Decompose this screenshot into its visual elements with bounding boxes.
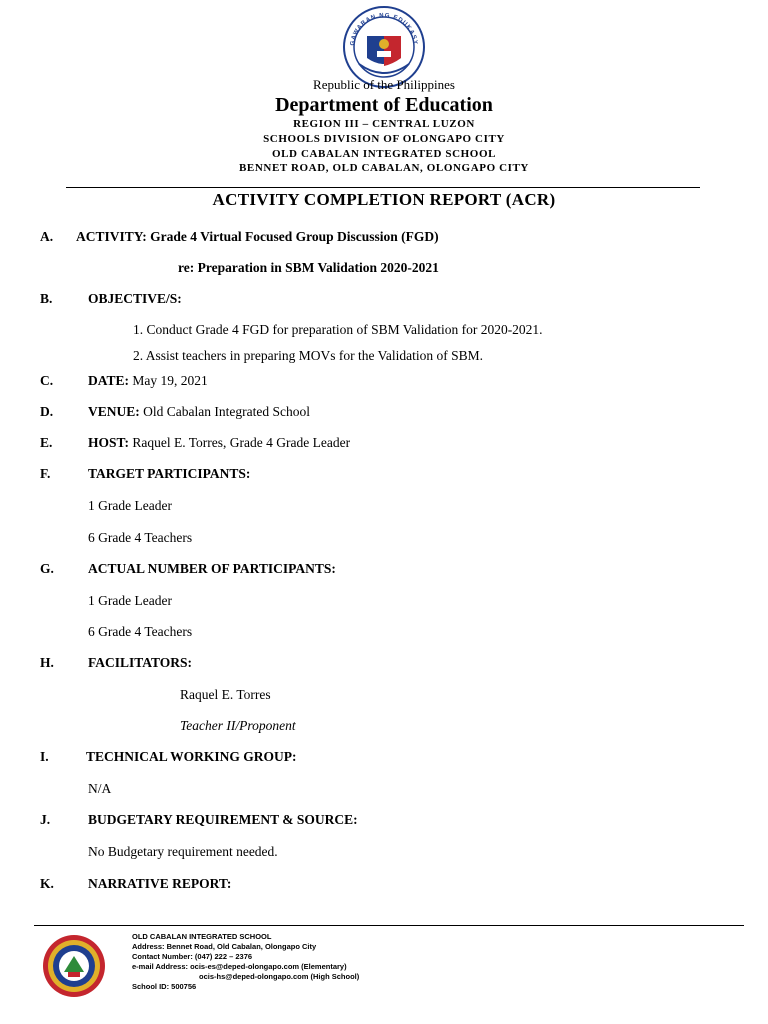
date-label: DATE:	[88, 373, 130, 388]
section-a-letter: A.	[40, 229, 54, 244]
republic-line: Republic of the Philippines	[313, 77, 455, 92]
target-participants-label: TARGET PARTICIPANTS:	[88, 466, 251, 481]
deped-seal-logo	[343, 6, 425, 88]
footer-school-id: School ID: 500756	[132, 982, 197, 991]
footer-info	[132, 932, 359, 992]
section-g-letter: G.	[40, 561, 54, 576]
school-logo	[42, 934, 106, 998]
budget-value: No Budgetary requirement needed.	[88, 844, 278, 859]
facilitators-label: FACILITATORS:	[88, 655, 193, 670]
school-line: OLD CABALAN INTEGRATED SCHOOL	[271, 148, 497, 160]
twg-label: TECHNICAL WORKING GROUP:	[86, 749, 297, 764]
target-participant-item: 6 Grade 4 Teachers	[88, 530, 193, 545]
actual-participants-label: ACTUAL NUMBER OF PARTICIPANTS:	[88, 561, 336, 576]
footer-divider	[34, 925, 744, 926]
actual-participant-item: 6 Grade 4 Teachers	[88, 624, 193, 639]
activity-subtitle: re: Preparation in SBM Validation 2020-2021	[178, 260, 439, 275]
section-h-letter: H.	[40, 655, 54, 670]
footer-school: OLD CABALAN INTEGRATED SCHOOL	[132, 932, 272, 941]
section-d-letter: D.	[40, 404, 54, 419]
footer-address: Address: Bennet Road, Old Cabalan, Olongapo City	[132, 942, 317, 951]
twg-value: N/A	[88, 781, 112, 796]
section-i-letter: I.	[40, 749, 49, 764]
venue-value: Old Cabalan Integrated School	[143, 404, 310, 419]
objective-item: 2. Assist teachers in preparing MOVs for the Validation of SBM.	[133, 348, 483, 363]
footer-contact: Contact Number: (047) 222 – 2376	[132, 952, 253, 961]
address-line: BENNET ROAD, OLD CABALAN, OLONGAPO CITY	[239, 162, 529, 174]
svg-text:KAGAWARAN NG EDUKASYON: GAWARAN NG EDUKASY	[349, 12, 419, 46]
target-participant-item: 1 Grade Leader	[88, 498, 172, 513]
section-j-letter: J.	[40, 812, 51, 827]
narrative-label: NARRATIVE REPORT:	[88, 876, 232, 891]
date-value: May 19, 2021	[132, 373, 208, 388]
section-b-letter: B.	[40, 291, 53, 306]
host-row	[88, 435, 350, 451]
section-k-letter: K.	[40, 876, 54, 891]
date-row	[88, 373, 208, 389]
report-title: ACTIVITY COMPLETION REPORT (ACR)	[212, 190, 556, 209]
host-value: Raquel E. Torres, Grade 4 Grade Leader	[132, 435, 351, 450]
department-name: Department of Education	[275, 94, 493, 116]
objective-item: 1. Conduct Grade 4 FGD for preparation of SBM Validation for 2020-2021.	[133, 322, 543, 337]
division-line: SCHOOLS DIVISION OF OLONGAPO CITY	[263, 133, 505, 145]
header-divider	[66, 187, 700, 188]
host-label: HOST:	[88, 435, 130, 450]
facilitator-role: Teacher II/Proponent	[180, 718, 296, 733]
section-f-letter: F.	[40, 466, 51, 481]
section-e-letter: E.	[40, 435, 53, 450]
budget-label: BUDGETARY REQUIREMENT & SOURCE:	[88, 812, 358, 827]
facilitator-name: Raquel E. Torres	[180, 687, 271, 702]
objectives-label: OBJECTIVE/S:	[88, 291, 182, 306]
venue-label: VENUE:	[88, 404, 140, 419]
region-line: REGION III – CENTRAL LUZON	[293, 118, 475, 130]
activity-label: ACTIVITY: Grade 4 Virtual Focused Group Discussion (FGD)	[76, 229, 439, 244]
footer-email: e-mail Address: ocis-es@deped-olongapo.com (Elementary)	[132, 962, 347, 971]
footer-email-2: ocis-hs@deped-olongapo.com (High School)	[199, 972, 360, 981]
actual-participant-item: 1 Grade Leader	[88, 593, 172, 608]
section-c-letter: C.	[40, 373, 54, 388]
venue-row	[88, 404, 310, 420]
